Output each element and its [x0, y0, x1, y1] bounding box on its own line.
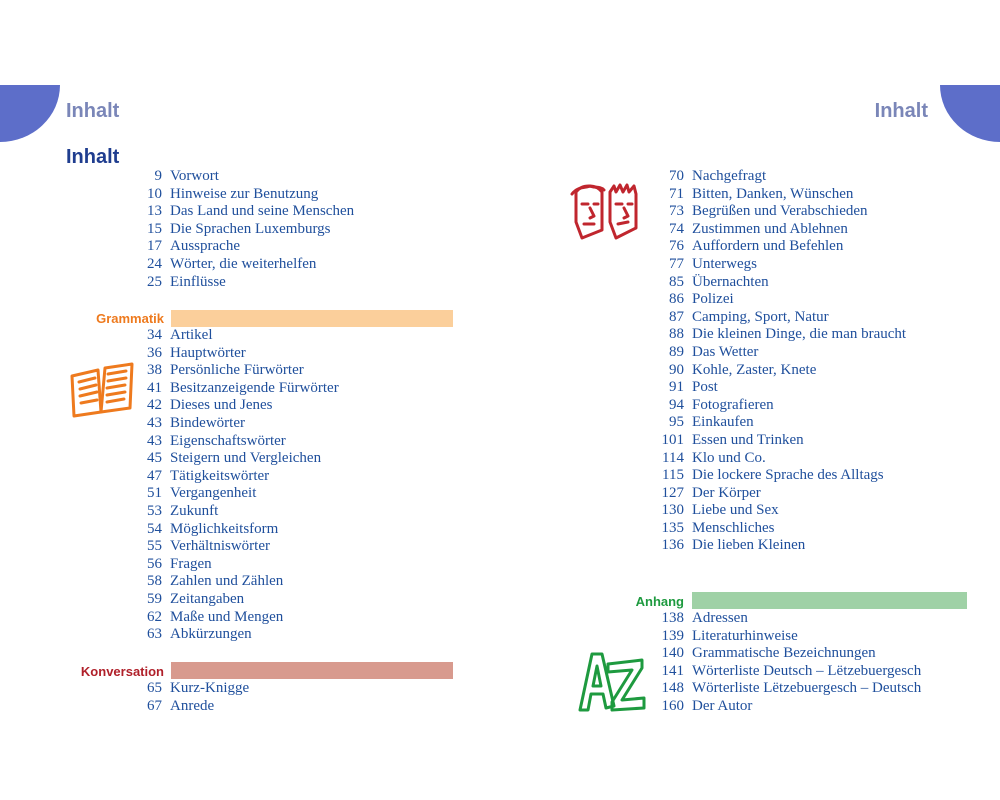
toc-entry-title: Adressen	[692, 610, 748, 626]
toc-page-number: 65	[147, 680, 162, 696]
toc-entry[interactable]	[644, 274, 906, 292]
toc-entry-title: Der Körper	[692, 484, 761, 501]
toc-entry-title: Verhältniswörter	[170, 538, 270, 555]
toc-page-number: 130	[661, 502, 684, 519]
toc-entry[interactable]	[122, 468, 339, 486]
toc-entry[interactable]	[644, 485, 906, 503]
toc-page-number: 9	[154, 168, 162, 184]
running-head-right: Inhalt	[874, 100, 928, 122]
toc-konversation-right	[644, 168, 906, 555]
toc-entry[interactable]	[644, 238, 906, 256]
toc-entry[interactable]	[122, 168, 354, 186]
toc-entry-title: Kurz-Knigge	[170, 680, 250, 696]
toc-page-number: 138	[661, 610, 684, 626]
toc-page-number: 136	[661, 537, 684, 554]
section-bar-konversation	[171, 662, 453, 679]
toc-page-number: 85	[669, 273, 684, 290]
toc-entry-title: Artikel	[170, 327, 213, 343]
toc-entry[interactable]	[122, 274, 354, 292]
toc-page-number: 86	[669, 291, 684, 308]
toc-page-number: 135	[661, 519, 684, 536]
toc-page-number: 141	[661, 662, 684, 679]
toc-entry[interactable]	[644, 397, 906, 415]
toc-entry[interactable]	[122, 221, 354, 239]
toc-page-number: 89	[669, 343, 684, 360]
toc-entry[interactable]	[122, 362, 339, 380]
toc-entry[interactable]	[644, 628, 921, 646]
toc-entry[interactable]	[644, 168, 906, 186]
toc-entry[interactable]	[122, 203, 354, 221]
toc-page-number: 56	[147, 555, 162, 572]
toc-entry-title: Einflüsse	[170, 273, 226, 290]
toc-entry[interactable]	[644, 520, 906, 538]
toc-entry-title: Persönliche Fürwörter	[170, 362, 304, 379]
toc-entry[interactable]	[122, 238, 354, 256]
toc-entry[interactable]	[644, 221, 906, 239]
toc-intro	[122, 168, 354, 291]
toc-entry[interactable]	[644, 256, 906, 274]
toc-entry[interactable]	[122, 397, 339, 415]
toc-page-number: 53	[147, 502, 162, 519]
toc-page-number: 91	[669, 379, 684, 396]
toc-entry[interactable]	[122, 186, 354, 204]
toc-entry[interactable]	[122, 433, 339, 451]
toc-entry-title: Nachgefragt	[692, 168, 767, 184]
toc-entry[interactable]	[644, 663, 921, 681]
toc-page-number: 101	[661, 431, 684, 448]
toc-page-number: 139	[661, 627, 684, 644]
toc-page-number: 62	[147, 608, 162, 625]
toc-entry[interactable]	[644, 291, 906, 309]
toc-entry[interactable]	[122, 345, 339, 363]
toc-entry-title: Klo und Co.	[692, 449, 766, 466]
toc-page-number: 127	[661, 484, 684, 501]
toc-entry[interactable]	[122, 698, 249, 716]
toc-page-number: 94	[669, 396, 684, 413]
toc-entry-title: Der Autor	[692, 697, 753, 714]
toc-entry-title: Fotografieren	[692, 396, 774, 413]
page-corner-right	[940, 85, 1000, 142]
toc-entry[interactable]	[644, 186, 906, 204]
toc-entry-title: Möglichkeitsform	[170, 520, 279, 537]
toc-page-number: 160	[661, 697, 684, 714]
toc-entry[interactable]	[644, 414, 906, 432]
toc-entry-title: Auffordern und Befehlen	[692, 238, 844, 255]
toc-entry-title: Dieses und Jenes	[170, 397, 273, 414]
toc-konversation-left	[122, 680, 249, 715]
toc-entry[interactable]	[122, 327, 339, 345]
toc-entry-title: Unterwegs	[692, 255, 757, 272]
toc-entry-title: Hauptwörter	[170, 344, 246, 361]
toc-page-number: 58	[147, 573, 162, 590]
toc-entry-title: Vorwort	[170, 168, 219, 184]
toc-entry-title: Das Wetter	[692, 343, 759, 360]
toc-entry[interactable]	[122, 503, 339, 521]
toc-page-number: 70	[669, 168, 684, 184]
toc-entry-title: Abkürzungen	[170, 626, 252, 643]
toc-entry[interactable]	[122, 609, 339, 627]
toc-entry-title: Anrede	[170, 697, 215, 714]
toc-entry[interactable]	[122, 573, 339, 591]
toc-entry-title: Besitzanzeigende Fürwörter	[170, 379, 339, 396]
toc-page-number: 140	[661, 645, 684, 662]
toc-page-number: 74	[669, 220, 684, 237]
open-book-icon	[68, 362, 136, 425]
toc-entry[interactable]	[644, 450, 906, 468]
toc-page-number: 25	[147, 273, 162, 290]
toc-entry[interactable]	[122, 380, 339, 398]
toc-page-number: 63	[147, 626, 162, 643]
toc-entry-title: Fragen	[170, 555, 212, 572]
toc-page-number: 59	[147, 590, 162, 607]
section-bar-grammatik	[171, 310, 453, 327]
toc-entry-title: Die lockere Sprache des Alltags	[692, 467, 884, 484]
toc-page-number: 15	[147, 220, 162, 237]
running-head-left: Inhalt	[66, 100, 120, 122]
toc-entry-title: Die lieben Kleinen	[692, 537, 806, 554]
toc-page-number: 47	[147, 467, 162, 484]
toc-grammatik	[122, 327, 339, 644]
toc-entry[interactable]	[644, 203, 906, 221]
toc-entry[interactable]	[644, 680, 921, 698]
toc-entry[interactable]	[122, 485, 339, 503]
toc-entry[interactable]	[644, 502, 906, 520]
toc-entry-title: Wörterliste Deutsch – Lëtzebuergesch	[692, 662, 922, 679]
toc-page-number: 90	[669, 361, 684, 378]
toc-page-number: 71	[669, 185, 684, 202]
toc-page-number: 55	[147, 538, 162, 555]
toc-page-number: 76	[669, 238, 684, 255]
toc-page-number: 45	[147, 450, 162, 467]
toc-page-number: 73	[669, 203, 684, 220]
toc-entry-title: Zustimmen und Ablehnen	[692, 220, 848, 237]
toc-entry[interactable]	[122, 521, 339, 539]
toc-entry-title: Übernachten	[692, 273, 769, 290]
toc-page-number: 87	[669, 308, 684, 325]
toc-entry-title: Begrüßen und Verabschieden	[692, 203, 868, 220]
toc-entry-title: Menschliches	[692, 519, 775, 536]
toc-entry[interactable]	[122, 538, 339, 556]
toc-entry-title: Post	[692, 379, 718, 396]
toc-entry[interactable]	[122, 680, 249, 698]
toc-entry[interactable]	[122, 591, 339, 609]
toc-entry-title: Das Land und seine Menschen	[170, 203, 355, 220]
toc-page-number: 148	[661, 680, 684, 697]
section-bar-anhang	[692, 592, 967, 609]
toc-page-number: 114	[662, 449, 684, 466]
section-label-anhang: Anhang	[635, 594, 684, 609]
toc-anhang	[644, 610, 921, 716]
toc-entry[interactable]	[122, 626, 339, 644]
toc-entry[interactable]	[644, 537, 906, 555]
toc-entry[interactable]	[644, 362, 906, 380]
toc-entry-title: Aussprache	[170, 238, 240, 255]
toc-entry[interactable]	[122, 415, 339, 433]
toc-entry-title: Zeitangaben	[170, 590, 245, 607]
toc-entry-title: Maße und Mengen	[170, 608, 284, 625]
toc-entry[interactable]	[122, 450, 339, 468]
toc-entry[interactable]	[644, 698, 921, 716]
toc-page-number: 38	[147, 362, 162, 379]
toc-page-number: 10	[147, 185, 162, 202]
toc-entry[interactable]	[644, 326, 906, 344]
toc-page-number: 13	[147, 203, 162, 220]
toc-entry-title: Tätigkeitswörter	[170, 467, 270, 484]
toc-entry-title: Bitten, Danken, Wünschen	[692, 185, 854, 202]
toc-page-number: 43	[147, 414, 162, 431]
toc-entry[interactable]	[122, 556, 339, 574]
a-z-icon	[576, 648, 648, 719]
toc-entry-title: Zukunft	[170, 502, 219, 519]
toc-page-number: 41	[147, 379, 162, 396]
toc-entry-title: Steigern und Vergleichen	[170, 450, 322, 467]
toc-entry-title: Grammatische Bezeichnungen	[692, 645, 876, 662]
toc-entry-title: Vergangenheit	[170, 485, 257, 502]
toc-page-number: 95	[669, 414, 684, 431]
toc-entry-title: Essen und Trinken	[692, 431, 804, 448]
section-label-grammatik: Grammatik	[96, 311, 164, 326]
toc-page-number: 88	[669, 326, 684, 343]
toc-page-number: 115	[662, 467, 684, 484]
toc-entry-title: Kohle, Zaster, Knete	[692, 361, 817, 378]
toc-entry[interactable]	[644, 610, 921, 628]
toc-entry-title: Zahlen und Zählen	[170, 573, 284, 590]
toc-entry[interactable]	[644, 645, 921, 663]
toc-entry-title: Camping, Sport, Natur	[692, 308, 829, 325]
toc-entry-title: Die Sprachen Luxemburgs	[170, 220, 331, 237]
page-corner-left	[0, 85, 60, 142]
toc-page-number: 43	[147, 432, 162, 449]
toc-page-number: 42	[147, 397, 162, 414]
toc-entry[interactable]	[644, 344, 906, 362]
toc-entry-title: Bindewörter	[170, 414, 245, 431]
toc-page-number: 17	[147, 238, 162, 255]
toc-entry-title: Literaturhinweise	[692, 627, 798, 644]
toc-entry[interactable]	[644, 432, 906, 450]
toc-page-number: 77	[669, 255, 684, 272]
toc-entry-title: Wörter, die weiterhelfen	[170, 255, 317, 272]
toc-entry[interactable]	[644, 467, 906, 485]
page-title: Inhalt	[66, 146, 120, 168]
section-label-konversation: Konversation	[80, 664, 164, 679]
toc-entry-title: Hinweise zur Benutzung	[170, 185, 319, 202]
toc-page-number: 36	[147, 344, 162, 361]
two-faces-icon	[568, 182, 644, 247]
toc-page-number: 34	[147, 327, 162, 343]
toc-entry-title: Polizei	[692, 291, 734, 308]
toc-entry[interactable]	[644, 379, 906, 397]
toc-entry[interactable]	[122, 256, 354, 274]
toc-entry-title: Einkaufen	[692, 414, 754, 431]
toc-page-number: 67	[147, 697, 162, 714]
toc-page-number: 51	[147, 485, 162, 502]
toc-entry[interactable]	[644, 309, 906, 327]
toc-entry-title: Liebe und Sex	[692, 502, 779, 519]
toc-page-number: 54	[147, 520, 162, 537]
toc-entry-title: Die kleinen Dinge, die man braucht	[692, 326, 907, 343]
toc-entry-title: Wörterliste Lëtzebuergesch – Deutsch	[692, 680, 922, 697]
toc-entry-title: Eigenschaftswörter	[170, 432, 286, 449]
toc-page-number: 24	[147, 255, 162, 272]
